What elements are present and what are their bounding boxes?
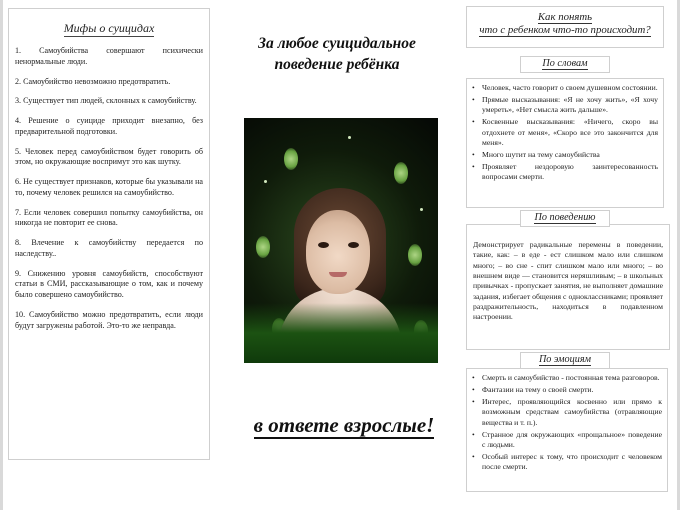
child-mouth (329, 272, 347, 277)
words-section-label: По словам (520, 56, 610, 73)
emotions-section-label: По эмоциям (520, 352, 610, 369)
myths-panel (8, 8, 210, 460)
signs-header (466, 6, 664, 48)
myths-title: Мифы о суицидах (63, 21, 155, 35)
sparkle (264, 180, 267, 183)
center-title-line2: поведение ребёнка (274, 55, 400, 73)
emotions-item: • Интерес, проявляющийся косвенно или прямо к возможным средствам самоубийства (отравляющие вещества и т. п.). (472, 397, 662, 427)
myth-item: 1. Самоубийства совершают психически ненормальные люди. (15, 46, 203, 66)
emotions-item: • Особый интерес к тому, что происходит с человеком после смерти. (472, 452, 662, 472)
behavior-section-label: По поведению (520, 210, 610, 227)
page-edge-left (0, 0, 3, 510)
fairy-figure (408, 244, 422, 266)
center-title (232, 34, 442, 76)
sparkle (348, 136, 351, 139)
myth-item: 5. Человек перед самоубийством будет говорить об этом, но окружающие воспримут это как шутку. (15, 146, 203, 167)
emotions-item: • Фантазии на тему о своей смерти. (472, 385, 662, 395)
fairy-figure (394, 162, 408, 184)
myth-item: 9. Снижению уровня самоубийств, способствуют статьи в СМИ, рассказывающие о том, как и почему было совершено самоубийство. (15, 268, 203, 299)
behavior-section (466, 224, 670, 350)
myth-item: 6. Не существует признаков, которые бы указывали на то, почему человек решился на самоубийство. (15, 177, 203, 197)
myth-item: 4. Решение о суициде приходит внезапно, без предварительной подготовки. (15, 116, 203, 136)
sparkle (420, 208, 423, 211)
myth-item: 10. Самоубийство можно предотвратить, если люди будут загружены работой. Это-то же неправда. (15, 309, 203, 330)
signs-header-line2: что с ребенком что-то происходит? (479, 24, 651, 37)
words-item: • Косвенные высказывания: «Ничего, скоро вы отдохнете от меня», «Скоро все это закончится для меня». (472, 117, 658, 147)
emotions-item: • Смерть и самоубийство - постоянная тема разговоров. (472, 373, 662, 383)
words-item: • Прямые высказывания: «Я не хочу жить», «Я хочу умереть», «Нет смысла жить дальше». (472, 95, 658, 115)
myth-item: 3. Существует тип людей, склонных к самоубийству. (15, 96, 197, 106)
myth-item: 8. Влечение к самоубийству передается по наследству.. (15, 238, 203, 258)
center-title-line1: За любое суицидальное (258, 35, 416, 52)
emotions-section (466, 368, 668, 492)
words-item: • Много шутит на тему самоубийства (472, 150, 658, 160)
child-face (306, 210, 370, 294)
grass (244, 303, 438, 363)
emotions-item: • Странное для окружающих «прощальное» поведение с людьми. (472, 430, 662, 450)
words-item: • Проявляет нездоровую заинтересованность вопросами смерти. (472, 162, 658, 182)
child-eye (348, 242, 359, 248)
fairy-figure (284, 148, 298, 170)
child-photo (244, 118, 438, 363)
child-eye (318, 242, 329, 248)
fairy-figure (256, 236, 270, 258)
myth-item: 7. Если человек совершил попытку самоубийства, он никогда не повторит ее снова. (15, 207, 203, 228)
myth-item: 2. Самоубийство невозможно предотвратить. (15, 76, 171, 86)
center-tagline: в ответе взрослые! (253, 413, 435, 437)
words-section (466, 78, 664, 208)
behavior-text: Демонстрирует радикальные перемены в поведении, такие, как: – в еде - ест слишком мало или слишком много; – во сне - спит слишком мало или много; – во внешнем виде — становится неряшливым; – в школьных привычках - пропускает занятия, не выполняет домашние задания, избегает общения с одноклассниками; проявляет раздражительность, находиться в подавленном настроении. (473, 240, 663, 322)
words-item: • Человек, часто говорит о своем душевном состоянии. (472, 83, 658, 93)
signs-header-line1: Как понять (537, 11, 593, 23)
